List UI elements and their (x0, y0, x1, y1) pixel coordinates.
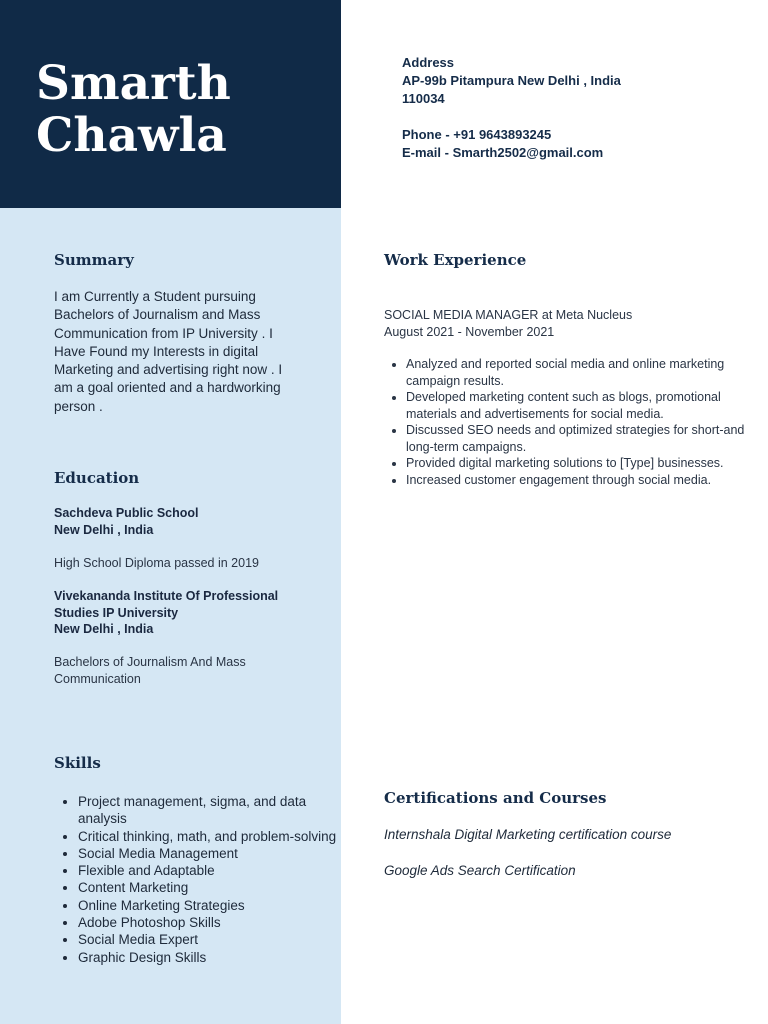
school-name: Sachdeva Public School (54, 506, 199, 520)
skill-item: • Social Media Expert (78, 931, 348, 948)
education-school-1 (54, 505, 199, 538)
skills-list (54, 793, 348, 966)
skill-item: • Social Media Management (78, 845, 348, 862)
education-heading: Education (54, 469, 140, 487)
education-degree-1: High School Diploma passed in 2019 (54, 556, 259, 570)
address-line-2: 110034 (402, 91, 445, 106)
contact-spacer (402, 108, 621, 126)
skill-item: • Project management, sigma, and data analysis (78, 793, 348, 828)
summary-heading: Summary (54, 251, 134, 269)
work-bullets (384, 356, 766, 488)
work-bullet: • Discussed SEO needs and optimized strategies for short-and long-term campaigns. (406, 422, 766, 455)
email-text: E-mail - Smarth2502@gmail.com (402, 145, 604, 160)
job-title: SOCIAL MEDIA MANAGER at Meta Nucleus (384, 308, 633, 322)
certification-item: Internshala Digital Marketing certification course (384, 827, 672, 842)
education-school-2 (54, 588, 278, 638)
skill-item: • Graphic Design Skills (78, 949, 348, 966)
school-location: New Delhi , India (54, 622, 154, 636)
work-bullet: • Analyzed and reported social media and online marketing campaign results. (406, 356, 766, 389)
work-bullet: • Developed marketing content such as blogs, promotional materials and advertisements for social media. (406, 389, 766, 422)
address-line-1: AP-99b Pitampura New Delhi , India (402, 73, 621, 88)
resume-name (36, 58, 231, 162)
school-location: New Delhi , India (54, 522, 154, 537)
skill-item: • Adobe Photoshop Skills (78, 914, 348, 931)
skill-item: • Online Marketing Strategies (78, 897, 348, 914)
certifications-heading: Certifications and Courses (384, 789, 607, 807)
work-bullet: • Provided digital marketing solutions to [Type] businesses. (406, 455, 766, 472)
skill-item: • Flexible and Adaptable (78, 862, 348, 879)
work-entry-header (384, 307, 632, 340)
contact-block (402, 54, 621, 162)
phone-text: Phone - +91 9643893245 (402, 127, 552, 142)
school-name-line-1: Vivekananda Institute Of Professional (54, 589, 279, 603)
skills-heading: Skills (54, 754, 101, 772)
skill-item: • Critical thinking, math, and problem-solving (78, 828, 348, 845)
work-experience-heading: Work Experience (384, 251, 527, 269)
certification-item: Google Ads Search Certification (384, 863, 576, 878)
first-name: Smarth (36, 56, 231, 111)
work-bullet: • Increased customer engagement through social media. (406, 472, 766, 489)
summary-text: I am Currently a Student pursuing Bachelors of Journalism and Mass Communication from IP University . I Have Found my Interests in digital Marketing and advertising right now . I am a goal oriented and a hardworking person . (54, 289, 283, 414)
last-name: Chawla (36, 108, 227, 163)
address-label: Address (402, 55, 455, 70)
education-degree-2: Bachelors of Journalism And Mass Communication (54, 655, 246, 686)
school-name-line-2: Studies IP University (54, 605, 179, 620)
job-dates: August 2021 - November 2021 (384, 324, 555, 339)
skill-item: • Content Marketing (78, 879, 348, 896)
